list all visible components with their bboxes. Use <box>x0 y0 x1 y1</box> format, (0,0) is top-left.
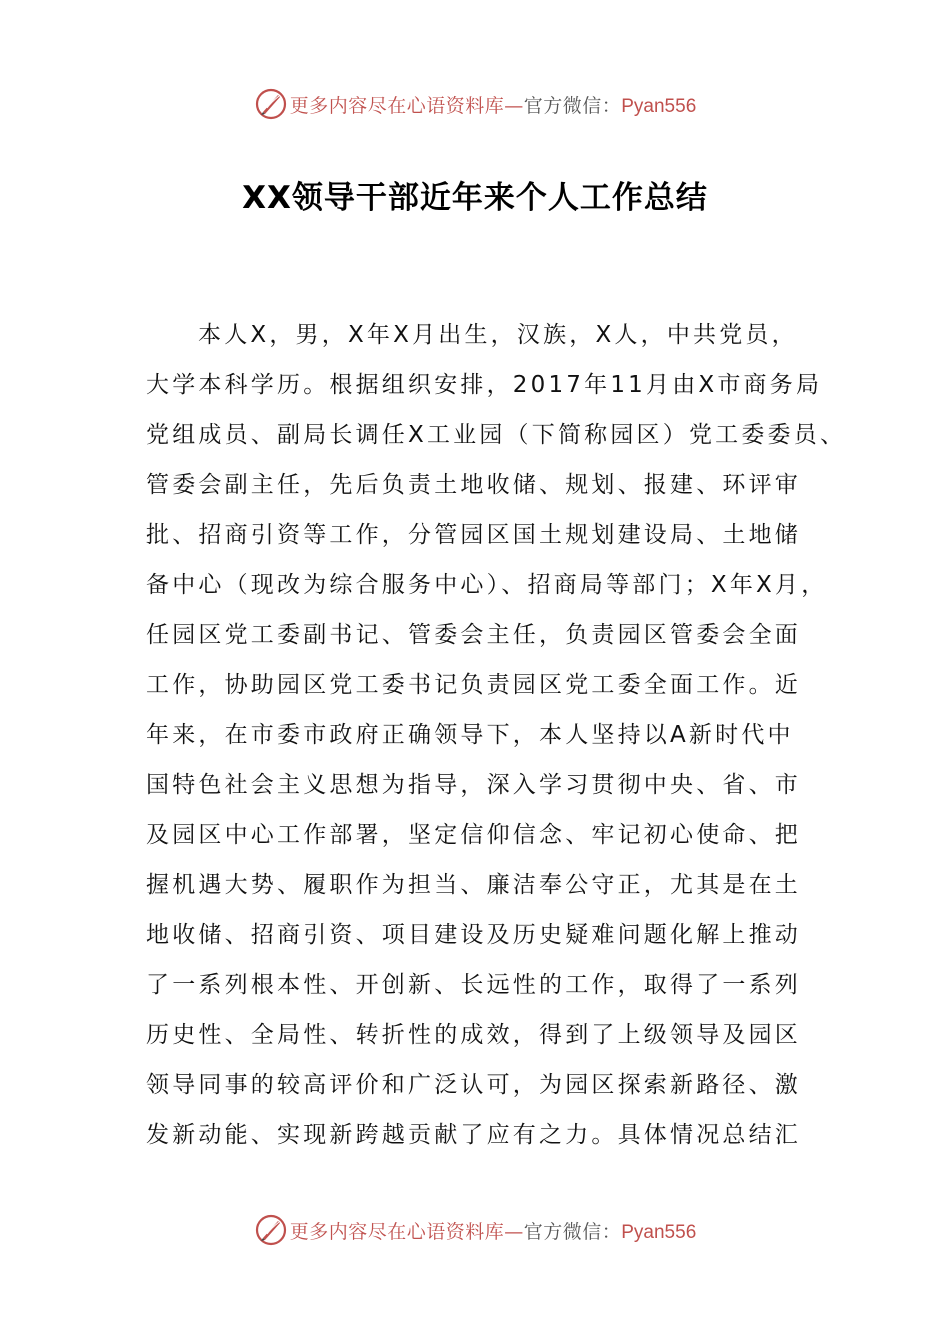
body-line: 大学本科学历。根据组织安排，2017年11月由X市商务局 <box>146 372 823 398</box>
watermark-main: 更多内容尽在心语资料库 <box>289 1220 505 1243</box>
body-line: 了一系列根本性、开创新、长远性的工作，取得了一系列 <box>146 972 801 998</box>
body-line: 任园区党工委副书记、管委会主任，负责园区管委会全面 <box>146 622 801 648</box>
document-body <box>146 310 847 1160</box>
watermark-handle: Pyan556 <box>621 1221 697 1243</box>
body-line: 管委会副主任，先后负责土地收储、规划、报建、环评审 <box>146 472 801 498</box>
body-line: 本人X，男，X年X月出生，汉族，X人，中共党员， <box>198 322 798 348</box>
watermark-official: 官方微信： <box>523 94 622 117</box>
body-line: 历史性、全局性、转折性的成效，得到了上级领导及园区 <box>146 1022 801 1048</box>
document-title: XX领导干部近年来个人工作总结 <box>242 180 708 216</box>
body-line: 备中心（现改为综合服务中心）、招商局等部门；X年X月， <box>146 572 828 598</box>
body-line: 批、招商引资等工作，分管园区国土规划建设局、土地储 <box>146 522 801 548</box>
body-line: 发新动能、实现新跨越贡献了应有之力。具体情况总结汇 <box>146 1122 801 1148</box>
watermark-handle: Pyan556 <box>621 95 697 117</box>
body-line: 领导同事的较高评价和广泛认可，为园区探索新路径、激 <box>146 1072 801 1098</box>
footer-watermark-banner <box>0 1210 950 1250</box>
quill-logo-icon <box>254 87 288 121</box>
body-line: 及园区中心工作部署，坚定信仰信念、牢记初心使命、把 <box>146 822 801 848</box>
watermark-text <box>290 1217 697 1244</box>
watermark-text <box>290 91 697 118</box>
body-line: 年来，在市委市政府正确领导下，本人坚持以A新时代中 <box>146 722 794 748</box>
body-line: 握机遇大势、履职作为担当、廉洁奉公守正，尤其是在土 <box>146 872 801 898</box>
watermark-dash: — <box>504 94 524 117</box>
watermark-main: 更多内容尽在心语资料库 <box>289 94 505 117</box>
watermark-official: 官方微信： <box>523 1220 622 1243</box>
body-line: 地收储、招商引资、项目建设及历史疑难问题化解上推动 <box>146 922 801 948</box>
body-line: 国特色社会主义思想为指导，深入学习贯彻中央、省、市 <box>146 772 801 798</box>
watermark-dash: — <box>504 1220 524 1243</box>
quill-logo-icon <box>254 1213 288 1247</box>
header-watermark-banner <box>0 84 950 124</box>
body-line: 党组成员、副局长调任X工业园（下简称园区）党工委委员、 <box>146 422 847 448</box>
body-line: 工作，协助园区党工委书记负责园区党工委全面工作。近 <box>146 672 801 698</box>
